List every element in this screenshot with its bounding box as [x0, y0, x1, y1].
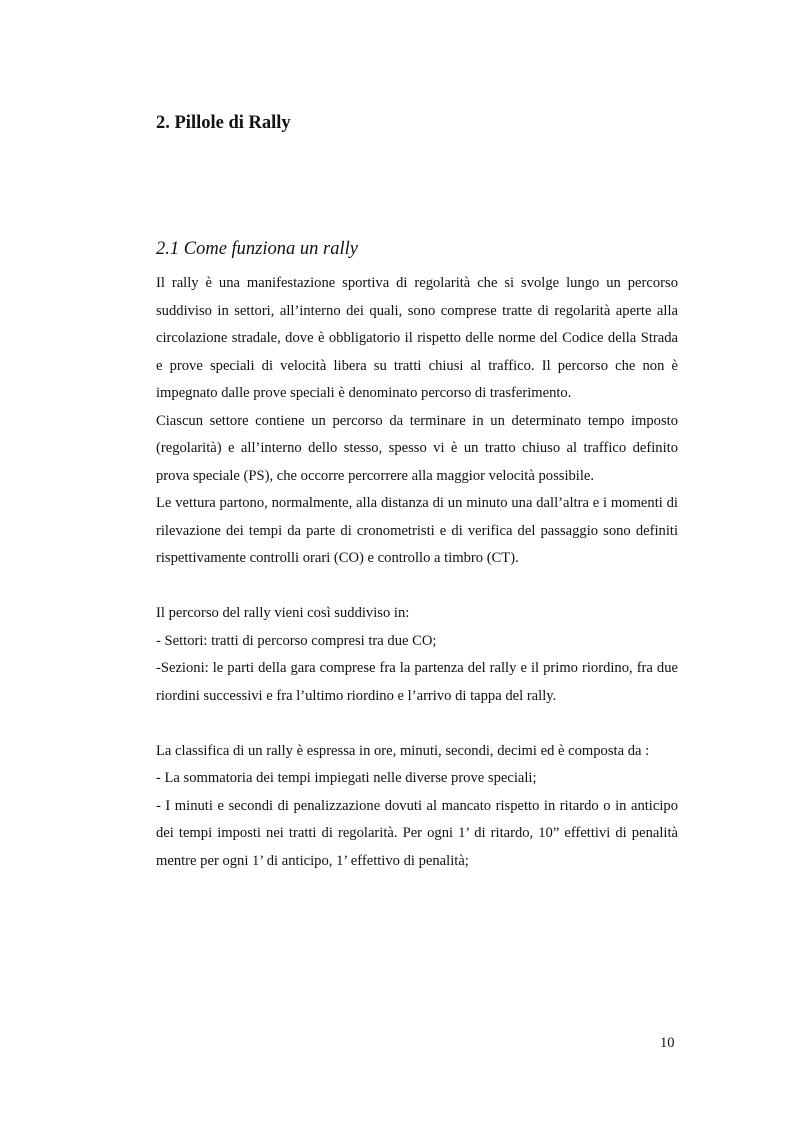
paragraph-partenza: Le vettura partono, normalmente, alla distanza di un minuto una dall’altra e i momenti di rilevazione dei tempi da parte di cronometristi e di verifica del passaggio sono definiti rispettivamente controlli orari (CO) e controllo a timbro (CT).	[156, 495, 678, 566]
chapter-title: 2. Pillole di Rally	[156, 113, 291, 133]
paragraph-percorso-intro: Il percorso del rally vieni così suddiviso in:	[156, 605, 410, 621]
list-item-penalizzazione: - I minuti e secondi di penalizzazione dovuti al mancato rispetto in ritardo o in anticipo dei tempi imposti nei tratti di regolarità. Per ogni 1’ di ritardo, 10” effettivi di penalità mentre per ogni 1’ di anticipo, 1’ effettivo di penalità;	[156, 797, 678, 869]
list-item-settori: - Settori: tratti di percorso compresi tra due CO;	[156, 632, 437, 649]
paragraph-settore: Ciascun settore contiene un percorso da terminare in un determinato tempo imposto (regolarità) e all’interno dello stesso, spesso vi è un tratto chiuso al traffico definito prova speciale (PS), che occorre percorrere alla maggior velocità possibile.	[156, 412, 678, 484]
list-item-sezioni: -Sezioni: le parti della gara comprese fra la partenza del rally e il primo riordino, fra due riordini successivi e fra l’ultimo riordino e l’arrivo di tappa del rally.	[156, 660, 678, 704]
paragraph-spacer	[156, 710, 678, 738]
paragraph-rally-definition: Il rally è una manifestazione sportiva di regolarità che si svolge lungo un percorso suddiviso in settori, all’interno dei quali, sono comprese tratte di regolarità aperte alla circolazione stradale, dove è obbligatorio il rispetto delle norme del Codice della Strada e prove speciali di velocità libera su tratti chiusi al traffico. Il percorso che non è impegnato dalle prove speciali è denominato percorso di trasferimento.	[156, 275, 678, 401]
page-number: 10	[660, 1035, 675, 1051]
paragraph-classifica: La classifica di un rally è espressa in ore, minuti, secondi, decimi ed è composta da :	[156, 742, 650, 759]
paragraph-spacer	[156, 573, 678, 601]
body-text	[156, 270, 678, 875]
section-title: 2.1 Come funziona un rally	[156, 239, 358, 259]
list-item-sommatoria: - La sommatoria dei tempi impiegati nelle diverse prove speciali;	[156, 770, 537, 786]
